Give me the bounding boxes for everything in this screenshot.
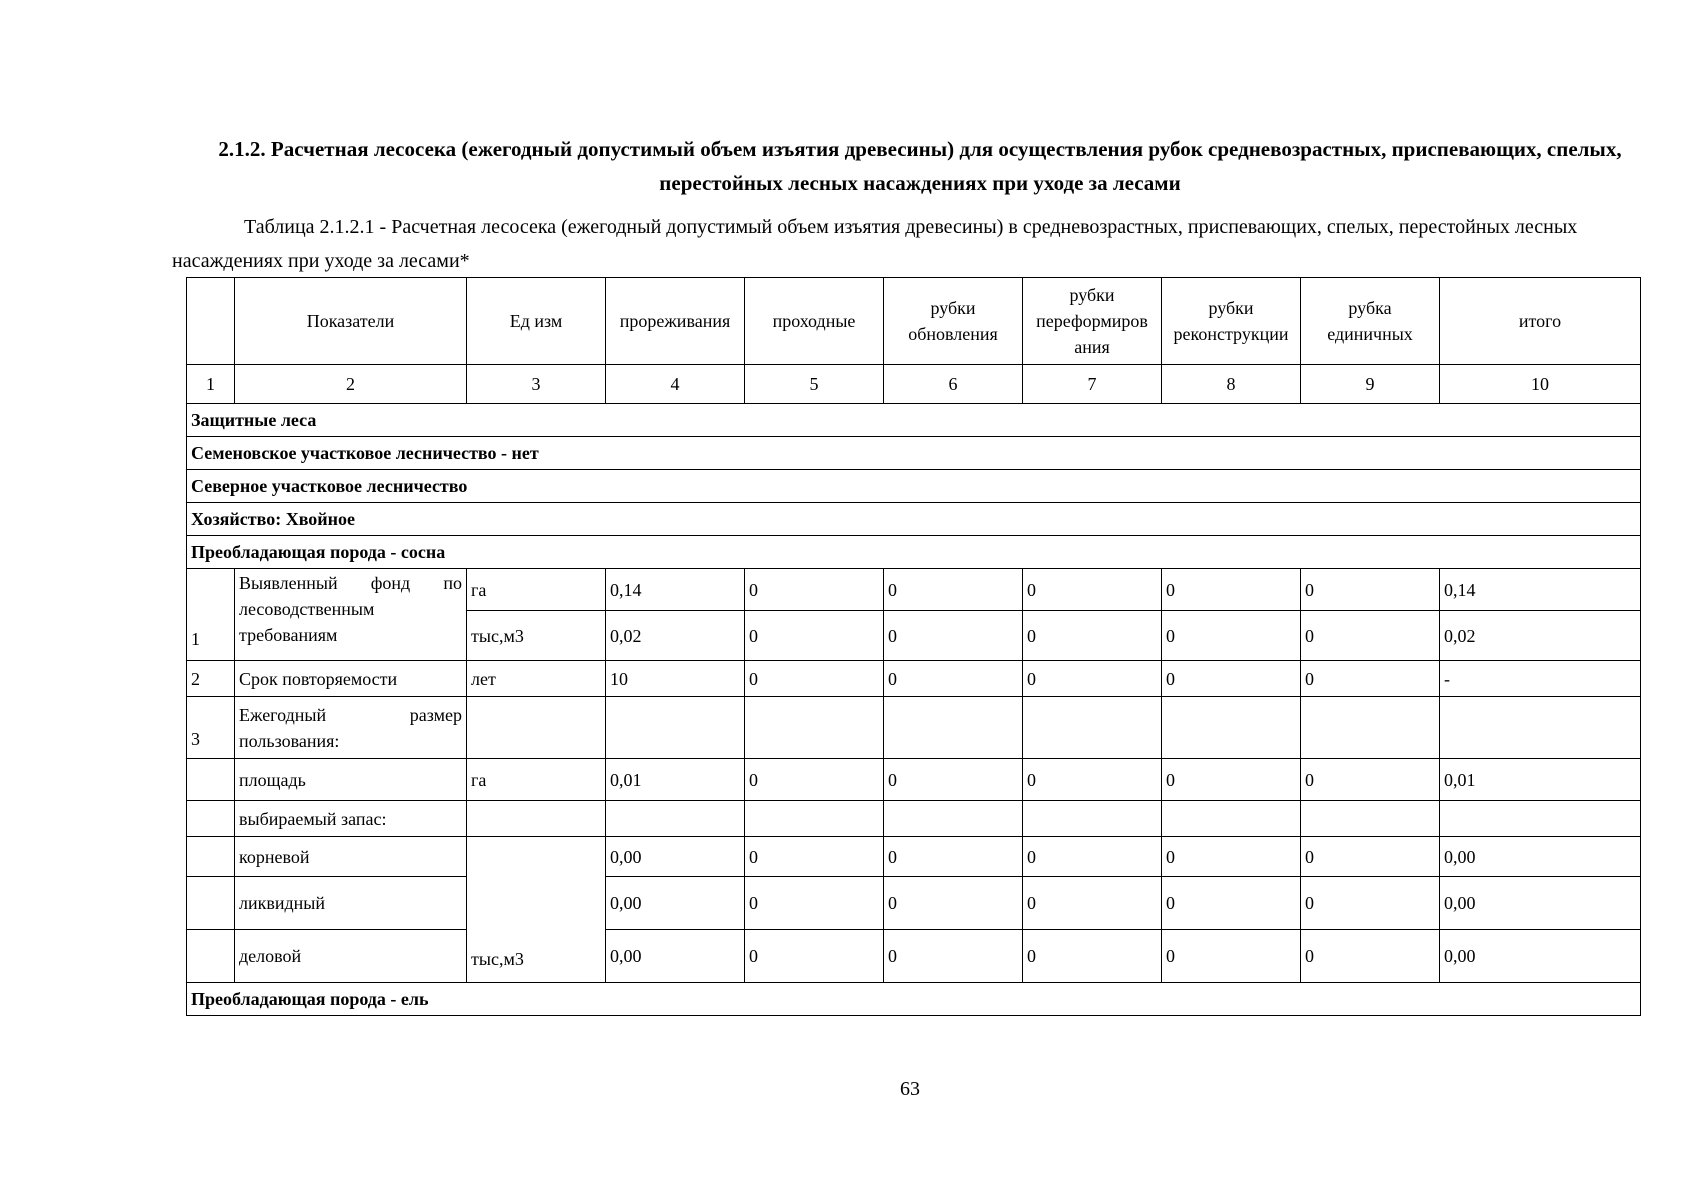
empty-cell xyxy=(187,837,235,877)
column-number: 10 xyxy=(1440,365,1641,404)
header-cell: проходные xyxy=(745,278,884,365)
header-cell xyxy=(187,278,235,365)
value-cell: 0 xyxy=(1162,759,1301,801)
section-label: Хозяйство: Хвойное xyxy=(187,503,1641,536)
value-cell: 0 xyxy=(884,759,1023,801)
column-number: 5 xyxy=(745,365,884,404)
header-cell: итого xyxy=(1440,278,1641,365)
value-cell: 0,00 xyxy=(606,837,745,877)
header-cell: рубки обновления xyxy=(884,278,1023,365)
row-label: деловой xyxy=(235,930,467,983)
empty-cell xyxy=(745,801,884,837)
section-row xyxy=(187,503,1641,536)
empty-cell xyxy=(187,759,235,801)
page-number: 63 xyxy=(900,1078,920,1100)
value-cell: 0,02 xyxy=(606,611,745,661)
empty-cell xyxy=(1023,801,1162,837)
section-label: Преобладающая порода - ель xyxy=(187,983,1641,1016)
table-row xyxy=(187,569,1641,611)
value-cell: 0,14 xyxy=(1440,569,1641,611)
value-cell: 0 xyxy=(1162,837,1301,877)
column-number: 2 xyxy=(235,365,467,404)
header-cell: прореживания xyxy=(606,278,745,365)
row-label: Ежегодный размер пользования: xyxy=(235,697,467,759)
column-number-row xyxy=(187,365,1641,404)
table-row xyxy=(187,930,1641,983)
value-cell: - xyxy=(1440,661,1641,697)
value-cell: 0 xyxy=(1162,930,1301,983)
value-cell: 0,00 xyxy=(1440,837,1641,877)
value-cell: 0 xyxy=(745,837,884,877)
section-label: Преобладающая порода - сосна xyxy=(187,536,1641,569)
empty-cell xyxy=(1162,801,1301,837)
empty-cell xyxy=(606,801,745,837)
value-cell: 0 xyxy=(1301,837,1440,877)
empty-cell xyxy=(187,801,235,837)
empty-cell xyxy=(1440,697,1641,759)
column-number: 6 xyxy=(884,365,1023,404)
value-cell: 0 xyxy=(1162,611,1301,661)
value-cell: 0 xyxy=(1023,837,1162,877)
table-caption: Таблица 2.1.2.1 - Расчетная лесосека (ежегодный допустимый объем изъятия древесины) в средневозрастных, приспевающих, спелых, перестойных лесных насаждениях при уходе за лесами* xyxy=(172,216,1578,272)
value-cell: 0,00 xyxy=(1440,930,1641,983)
column-number: 9 xyxy=(1301,365,1440,404)
column-number: 8 xyxy=(1162,365,1301,404)
value-cell: 0 xyxy=(1301,569,1440,611)
row-number: 2 xyxy=(187,661,235,697)
value-cell: 0 xyxy=(745,877,884,930)
value-cell: 0,00 xyxy=(606,877,745,930)
value-cell: 0,00 xyxy=(606,930,745,983)
header-cell: рубки реконструкции xyxy=(1162,278,1301,365)
value-cell: 0 xyxy=(1301,930,1440,983)
row-label: корневой xyxy=(235,837,467,877)
value-cell: 0 xyxy=(884,930,1023,983)
section-row xyxy=(187,470,1641,503)
empty-cell xyxy=(884,697,1023,759)
section-row xyxy=(187,404,1641,437)
value-cell: 0,00 xyxy=(1440,877,1641,930)
unit-cell: га xyxy=(467,569,606,611)
empty-cell xyxy=(467,697,606,759)
empty-cell xyxy=(606,697,745,759)
header-cell: рубки переформиров ания xyxy=(1023,278,1162,365)
unit-cell: тыс,м3 xyxy=(467,611,606,661)
row-number: 3 xyxy=(187,697,235,759)
section-label: Защитные леса xyxy=(187,404,1641,437)
value-cell: 0 xyxy=(745,611,884,661)
row-label: ликвидный xyxy=(235,877,467,930)
value-cell: 0 xyxy=(745,569,884,611)
row-label: Срок повторяемости xyxy=(235,661,467,697)
empty-cell xyxy=(1440,801,1641,837)
value-cell: 0 xyxy=(1301,759,1440,801)
empty-cell xyxy=(745,697,884,759)
table-row xyxy=(187,661,1641,697)
row-label: Выявленный фонд по лесоводственным требованиям xyxy=(235,569,467,661)
section-row xyxy=(187,536,1641,569)
column-number: 4 xyxy=(606,365,745,404)
allowable-cut-table xyxy=(186,277,1641,1016)
empty-cell xyxy=(1023,697,1162,759)
table-row xyxy=(187,837,1641,877)
value-cell: 0 xyxy=(1162,877,1301,930)
header-cell: Показатели xyxy=(235,278,467,365)
row-number: 1 xyxy=(187,569,235,661)
value-cell: 0 xyxy=(745,661,884,697)
value-cell: 0 xyxy=(1301,661,1440,697)
value-cell: 0 xyxy=(1023,759,1162,801)
value-cell: 0,02 xyxy=(1440,611,1641,661)
empty-cell xyxy=(187,930,235,983)
section-row xyxy=(187,983,1641,1016)
unit-cell: лет xyxy=(467,661,606,697)
column-number: 1 xyxy=(187,365,235,404)
empty-cell xyxy=(884,801,1023,837)
table-row xyxy=(187,697,1641,759)
value-cell: 0,01 xyxy=(1440,759,1641,801)
value-cell: 0 xyxy=(1023,930,1162,983)
section-heading: 2.1.2. Расчетная лесосека (ежегодный допустимый объем изъятия древесины) для осуществления рубок средневозрастных, приспевающих, спелых, перестойных лесных насаждениях при уходе за лесами xyxy=(218,137,1622,195)
empty-cell xyxy=(187,877,235,930)
value-cell: 0 xyxy=(1162,569,1301,611)
value-cell: 0 xyxy=(745,930,884,983)
value-cell: 0 xyxy=(884,877,1023,930)
unit-cell: га xyxy=(467,759,606,801)
empty-cell xyxy=(1301,801,1440,837)
value-cell: 0,01 xyxy=(606,759,745,801)
column-number: 7 xyxy=(1023,365,1162,404)
value-cell: 0 xyxy=(1023,569,1162,611)
value-cell: 0 xyxy=(884,661,1023,697)
row-label: выбираемый запас: xyxy=(235,801,467,837)
value-cell: 0 xyxy=(1301,611,1440,661)
table-row xyxy=(187,759,1641,801)
value-cell: 0 xyxy=(1023,611,1162,661)
value-cell: 10 xyxy=(606,661,745,697)
header-cell: Ед изм xyxy=(467,278,606,365)
table-row xyxy=(187,801,1641,837)
value-cell: 0 xyxy=(1023,877,1162,930)
value-cell: 0,14 xyxy=(606,569,745,611)
unit-cell: тыс,м3 xyxy=(467,837,606,983)
value-cell: 0 xyxy=(1301,877,1440,930)
value-cell: 0 xyxy=(1162,661,1301,697)
section-row xyxy=(187,437,1641,470)
column-number: 3 xyxy=(467,365,606,404)
table-row xyxy=(187,877,1641,930)
empty-cell xyxy=(467,801,606,837)
section-label: Северное участковое лесничество xyxy=(187,470,1641,503)
section-label: Семеновское участковое лесничество - нет xyxy=(187,437,1641,470)
value-cell: 0 xyxy=(884,837,1023,877)
value-cell: 0 xyxy=(884,569,1023,611)
value-cell: 0 xyxy=(1023,661,1162,697)
empty-cell xyxy=(1301,697,1440,759)
header-row xyxy=(187,278,1641,365)
header-cell: рубка единичных xyxy=(1301,278,1440,365)
value-cell: 0 xyxy=(745,759,884,801)
empty-cell xyxy=(1162,697,1301,759)
value-cell: 0 xyxy=(884,611,1023,661)
row-label: площадь xyxy=(235,759,467,801)
